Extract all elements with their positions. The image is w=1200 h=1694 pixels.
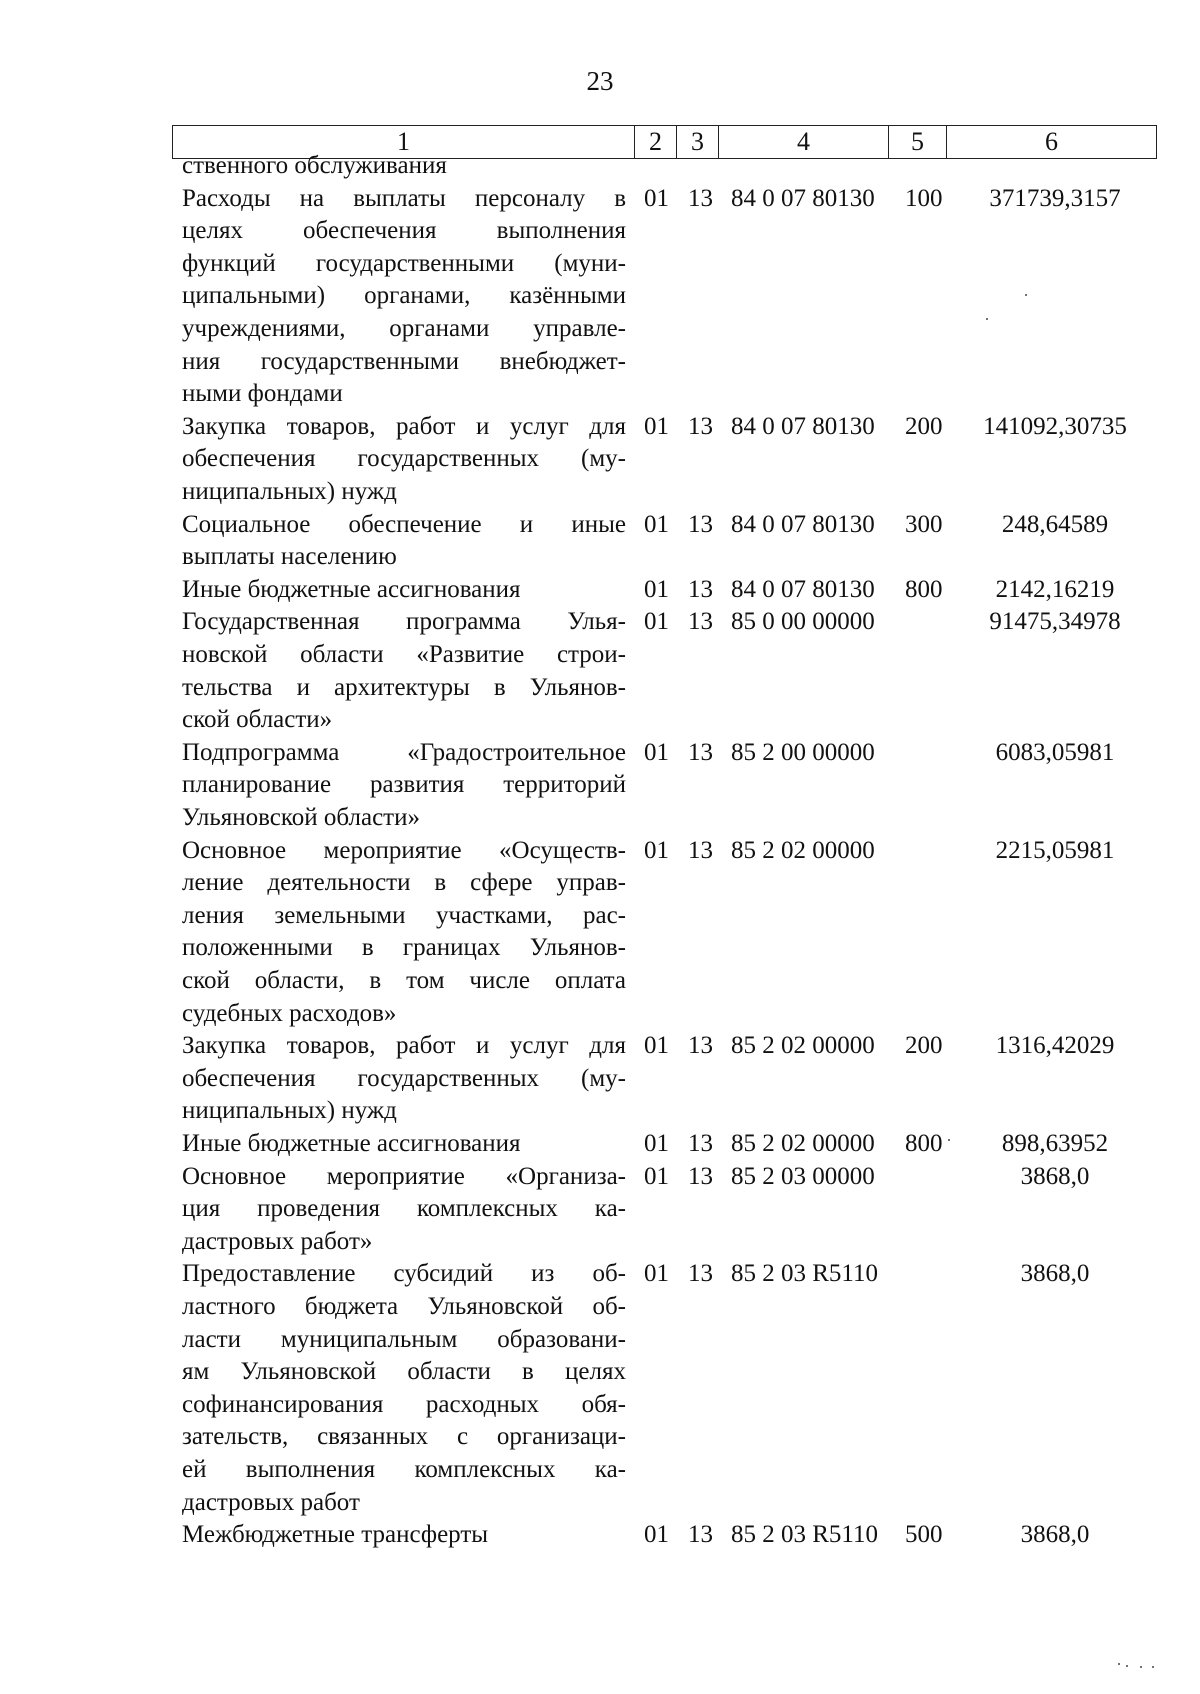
description-line: обеспечения государственных (му-: [182, 445, 626, 473]
description-line: функций государственными (муни-: [182, 249, 626, 277]
target-article-code: 84 0 07 80130: [731, 412, 875, 440]
scan-speck: [948, 1139, 950, 1141]
row-description: [182, 1128, 626, 1161]
row-description: [182, 150, 626, 183]
amount: 371739,3157: [989, 184, 1121, 212]
row-description: [182, 574, 626, 607]
description-line: положенными в границах Ульянов-: [182, 934, 626, 962]
target-article-code: 85 2 03 R5110: [731, 1521, 878, 1549]
description-line: ственного обслуживания: [182, 152, 447, 179]
description-line: ципальными) органами, казёнными: [182, 282, 626, 310]
expense-type-code: 800: [905, 575, 943, 603]
scan-speck: [1025, 294, 1027, 296]
description-line: Иные бюджетные ассигнования: [182, 1130, 521, 1157]
target-article-code: 84 0 07 80130: [731, 184, 875, 212]
description-line: Предоставление субсидий из об-: [182, 1260, 626, 1288]
amount: 1316,42029: [995, 1032, 1115, 1060]
page-number: 23: [586, 66, 614, 96]
row-description: [182, 1519, 626, 1552]
section-code: 01: [644, 575, 669, 603]
section-code: 01: [644, 184, 669, 212]
subsection-code: 13: [688, 510, 713, 538]
description-line: Закупка товаров, работ и услуг для: [182, 1032, 626, 1060]
target-article-code: 85 0 00 00000: [731, 608, 875, 636]
row-description: [182, 835, 626, 1031]
amount: 3868,0: [1020, 1260, 1090, 1288]
row-description: [182, 411, 626, 509]
target-article-code: 84 0 07 80130: [731, 575, 875, 603]
row-description: [182, 509, 626, 574]
row-description: [182, 1030, 626, 1128]
target-article-code: 85 2 03 00000: [731, 1162, 875, 1190]
target-article-code: 85 2 03 R5110: [731, 1260, 878, 1288]
description-line: Государственная программа Улья-: [182, 608, 626, 636]
amount: 2215,05981: [995, 836, 1115, 864]
section-code: 01: [644, 1032, 669, 1060]
description-line: учреждениями, органами управле-: [182, 314, 626, 342]
amount: 3868,0: [1020, 1162, 1090, 1190]
description-line: ция проведения комплексных ка-: [182, 1195, 626, 1223]
subsection-code: 13: [688, 608, 713, 636]
section-code: 01: [644, 1260, 669, 1288]
target-article-code: 85 2 02 00000: [731, 1032, 875, 1060]
amount: 6083,05981: [995, 738, 1115, 766]
description-line: дастровых работ»: [182, 1227, 373, 1255]
target-article-code: 85 2 00 00000: [731, 738, 875, 766]
description-line: Основное мероприятие «Организа-: [182, 1162, 626, 1190]
description-line: Закупка товаров, работ и услуг для: [182, 412, 626, 440]
section-code: 01: [644, 836, 669, 864]
scan-speck: [1118, 1663, 1120, 1665]
amount: 898,63952: [1001, 1130, 1109, 1157]
description-line: ными фондами: [182, 380, 343, 408]
expense-type-code: 500: [905, 1521, 943, 1549]
amount: 141092,30735: [983, 412, 1127, 440]
description-line: планирование развития территорий: [182, 771, 626, 799]
subsection-code: 13: [688, 1032, 713, 1060]
row-description: [182, 606, 626, 736]
description-line: Межбюджетные трансферты: [182, 1521, 489, 1549]
description-line: выплаты населению: [182, 543, 397, 571]
description-line: Подпрограмма «Градостроительное: [182, 738, 626, 766]
amount: 2142,16219: [995, 575, 1115, 603]
description-line: Ульяновской области»: [182, 803, 420, 831]
subsection-code: 13: [688, 738, 713, 766]
subsection-code: 13: [688, 412, 713, 440]
subsection-code: 13: [688, 836, 713, 864]
description-line: судебных расходов»: [182, 999, 397, 1027]
description-line: ление деятельности в сфере управ-: [182, 869, 626, 897]
subsection-code: 13: [688, 1521, 713, 1549]
target-article-code: 85 2 02 00000: [731, 1130, 875, 1157]
description-line: Иные бюджетные ассигнования: [182, 575, 521, 603]
expense-type-code: 800: [905, 1130, 943, 1157]
description-line: целях обеспечения выполнения: [182, 217, 626, 245]
description-line: Социальное обеспечение и иные: [182, 510, 626, 538]
description-line: ластного бюджета Ульяновской об-: [182, 1292, 626, 1320]
section-code: 01: [644, 510, 669, 538]
description-line: ния государственными внебюджет-: [182, 347, 626, 375]
description-line: Расходы на выплаты персоналу в: [182, 184, 626, 212]
description-line: ей выполнения комплексных ка-: [182, 1455, 626, 1483]
subsection-code: 13: [688, 1260, 713, 1288]
section-code: 01: [644, 1521, 669, 1549]
description-line: дастровых работ: [182, 1488, 360, 1516]
scan-speck: [1152, 1666, 1154, 1668]
description-line: тельства и архитектуры в Ульянов-: [182, 673, 626, 701]
description-line: ской области»: [182, 706, 333, 734]
description-line: ской области, в том числе оплата: [182, 966, 626, 994]
description-line: ласти муниципальным образовани-: [182, 1325, 626, 1353]
column-header-6: 6: [947, 126, 1157, 159]
description-line: ям Ульяновской области в целях: [182, 1358, 626, 1386]
column-header-3: 3: [677, 126, 719, 159]
row-description: [182, 1258, 626, 1519]
column-header-4: 4: [719, 126, 889, 159]
subsection-code: 13: [688, 184, 713, 212]
section-code: 01: [644, 1130, 669, 1157]
section-code: 01: [644, 1162, 669, 1190]
amount: 91475,34978: [989, 608, 1121, 636]
target-article-code: 85 2 02 00000: [731, 836, 875, 864]
expense-type-code: 200: [905, 412, 943, 440]
description-line: софинансирования расходных обя-: [182, 1390, 626, 1418]
description-line: Основное мероприятие «Осуществ-: [182, 836, 626, 864]
amount: 3868,0: [1020, 1521, 1090, 1549]
subsection-code: 13: [688, 1162, 713, 1190]
column-header-5: 5: [889, 126, 947, 159]
subsection-code: 13: [688, 1130, 713, 1157]
subsection-code: 13: [688, 575, 713, 603]
expense-type-code: 300: [905, 510, 943, 538]
section-code: 01: [644, 738, 669, 766]
row-description: [182, 1161, 626, 1259]
row-description: [182, 183, 626, 411]
column-header-2: 2: [635, 126, 677, 159]
description-line: зательств, связанных с организаци-: [182, 1423, 626, 1451]
description-line: новской области «Развитие строи-: [182, 640, 626, 668]
column-header-1: 1: [173, 126, 635, 159]
amount: 248,64589: [1001, 510, 1109, 538]
description-line: ления земельными участками, рас-: [182, 901, 626, 929]
scan-speck: [986, 318, 988, 320]
target-article-code: 84 0 07 80130: [731, 510, 875, 538]
section-code: 01: [644, 412, 669, 440]
expense-type-code: 100: [905, 184, 943, 212]
row-description: [182, 737, 626, 835]
scan-speck: [1140, 1666, 1142, 1668]
description-line: ниципальных) нужд: [182, 477, 397, 505]
description-line: ниципальных) нужд: [182, 1097, 397, 1125]
description-line: обеспечения государственных (му-: [182, 1064, 626, 1092]
expense-type-code: 200: [905, 1032, 943, 1060]
scan-speck: [1126, 1665, 1128, 1667]
section-code: 01: [644, 608, 669, 636]
